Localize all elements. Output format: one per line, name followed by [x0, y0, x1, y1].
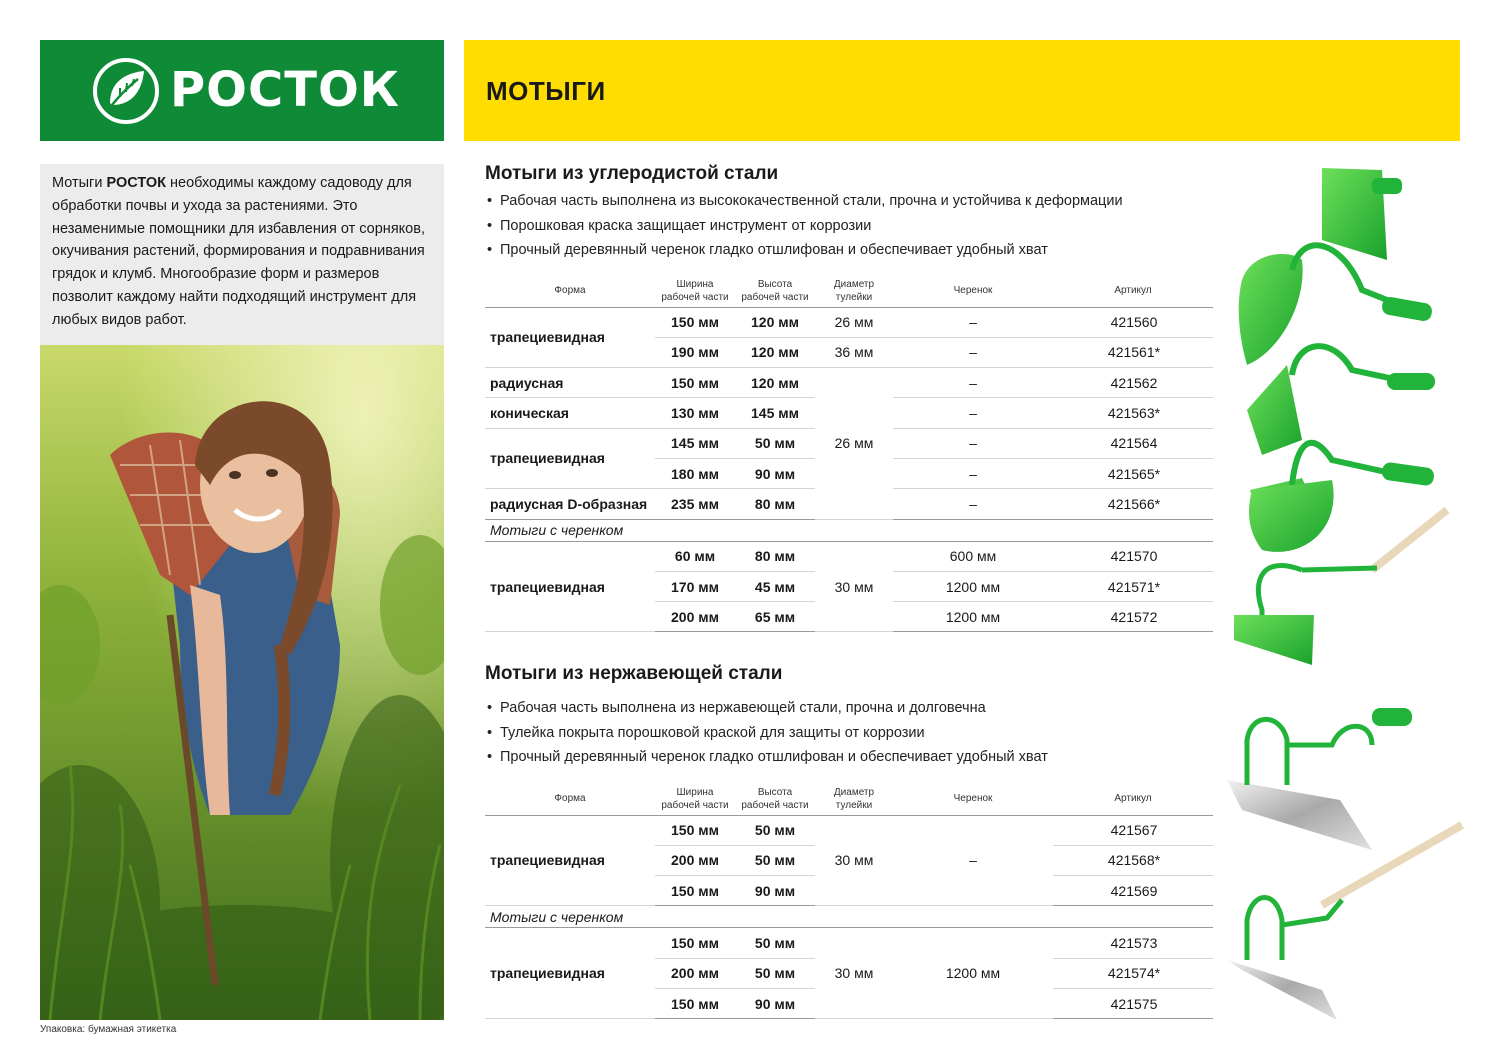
- handle-cell: –: [893, 307, 1053, 337]
- height-cell: 90 мм: [735, 458, 815, 488]
- carbon-spec-table: [485, 275, 1213, 632]
- handle-cell: –: [893, 398, 1053, 428]
- height-cell: 50 мм: [735, 815, 815, 845]
- article-cell: 421560: [1053, 307, 1213, 337]
- shape-cell: трапециевидная: [485, 541, 655, 632]
- brand-name: РОСТОК: [170, 62, 400, 118]
- col-header-handle: Черенок: [893, 275, 1053, 307]
- d-shaped-hoe-icon: [1249, 480, 1334, 552]
- stainless-spec-table: [485, 783, 1213, 1019]
- shape-cell: трапециевидная: [485, 815, 655, 906]
- width-cell: 150 мм: [655, 988, 735, 1018]
- diameter-cell: 30 мм: [815, 541, 893, 632]
- height-cell: 120 мм: [735, 337, 815, 367]
- intro-body: необходимы каждому садоводу для обработки почвы и ухода за растениями. Это незаменимые помощники для избавления от сорняков, окучивания растений, формирования и подравнивания грядок и клумб. Многообразие форм и размеров позволит каждому найти подходящий инструмент для любых видов работ.: [52, 175, 425, 328]
- width-cell: 150 мм: [655, 928, 735, 958]
- col-header-diameter: Диаметр тулейки: [815, 783, 893, 815]
- article-cell: 421571*: [1053, 571, 1213, 601]
- height-cell: 90 мм: [735, 988, 815, 1018]
- diameter-cell: 26 мм: [815, 368, 893, 519]
- handle-cell: –: [893, 368, 1053, 398]
- hoe-illustrations: [1222, 160, 1472, 1030]
- header-bar: [464, 40, 1460, 141]
- table-header-row: [485, 783, 1213, 815]
- shape-cell: трапециевидная: [485, 428, 655, 489]
- article-cell: 421562: [1053, 368, 1213, 398]
- handle-cell: 1200 мм: [893, 571, 1053, 601]
- height-cell: 50 мм: [735, 958, 815, 988]
- article-cell: 421566*: [1053, 489, 1213, 519]
- carbon-section-title: Мотыги из углеродистой стали: [485, 163, 779, 184]
- handle-cell: –: [893, 458, 1053, 488]
- bullet-item: • Прочный деревянный черенок гладко отшлифован и обеспечивает удобный хват: [485, 238, 1123, 263]
- col-header-height: Высота рабочей части: [735, 275, 815, 307]
- handle-cell: 1200 мм: [893, 928, 1053, 1019]
- table-header-row: [485, 275, 1213, 307]
- article-cell: 421568*: [1053, 845, 1213, 875]
- col-header-diameter: Диаметр тулейки: [815, 275, 893, 307]
- handle-cell: 600 мм: [893, 541, 1053, 571]
- table-row: [485, 307, 1213, 337]
- bullet-item: • Рабочая часть выполнена из нержавеющей стали, прочна и долговечна: [485, 696, 1048, 721]
- intro-text: [40, 164, 444, 345]
- width-cell: 200 мм: [655, 958, 735, 988]
- article-cell: 421572: [1053, 602, 1213, 632]
- height-cell: 80 мм: [735, 489, 815, 519]
- article-cell: 421563*: [1053, 398, 1213, 428]
- width-cell: 150 мм: [655, 368, 735, 398]
- stainless-long-handle-hoe-icon: [1227, 825, 1462, 1020]
- stainless-hoe-icon: [1227, 708, 1412, 850]
- height-cell: 50 мм: [735, 845, 815, 875]
- bullet-item: • Рабочая часть выполнена из высококачественной стали, прочна и устойчива к деформации: [485, 189, 1123, 214]
- width-cell: 150 мм: [655, 307, 735, 337]
- handle-cell: 1200 мм: [893, 602, 1053, 632]
- col-header-width: Ширина рабочей части: [655, 783, 735, 815]
- width-cell: 200 мм: [655, 845, 735, 875]
- carbon-bullets: [485, 189, 1123, 263]
- with-handle-subheading: Мотыги с черенком: [485, 906, 1213, 928]
- width-cell: 150 мм: [655, 876, 735, 906]
- article-cell: 421561*: [1053, 337, 1213, 367]
- table-row: [485, 541, 1213, 571]
- gardener-photo: [40, 345, 444, 1020]
- col-header-shape: Форма: [485, 783, 655, 815]
- subheading-row: [485, 906, 1213, 928]
- width-cell: 180 мм: [655, 458, 735, 488]
- shape-cell: трапециевидная: [485, 307, 655, 368]
- width-cell: 150 мм: [655, 815, 735, 845]
- shape-cell: коническая: [485, 398, 655, 428]
- article-cell: 421574*: [1053, 958, 1213, 988]
- height-cell: 65 мм: [735, 602, 815, 632]
- shape-cell: радиусная: [485, 368, 655, 398]
- col-header-height: Высота рабочей части: [735, 783, 815, 815]
- intro-lead: Мотыги: [52, 175, 107, 191]
- diameter-cell: 36 мм: [815, 337, 893, 367]
- table-row: [485, 815, 1213, 845]
- width-cell: 130 мм: [655, 398, 735, 428]
- article-cell: 421573: [1053, 928, 1213, 958]
- height-cell: 50 мм: [735, 928, 815, 958]
- page-title: МОТЫГИ: [486, 76, 606, 106]
- diameter-cell: 26 мм: [815, 307, 893, 337]
- diameter-cell: 30 мм: [815, 815, 893, 906]
- width-cell: 145 мм: [655, 428, 735, 458]
- brand-logo-block: [40, 40, 444, 141]
- handle-cell: –: [893, 337, 1053, 367]
- height-cell: 120 мм: [735, 368, 815, 398]
- article-cell: 421567: [1053, 815, 1213, 845]
- col-header-shape: Форма: [485, 275, 655, 307]
- article-cell: 421570: [1053, 541, 1213, 571]
- shape-cell: трапециевидная: [485, 928, 655, 1019]
- shape-cell: радиусная D-образная: [485, 489, 655, 519]
- height-cell: 145 мм: [735, 398, 815, 428]
- width-cell: 170 мм: [655, 571, 735, 601]
- col-header-width: Ширина рабочей части: [655, 275, 735, 307]
- with-handle-subheading: Мотыги с черенком: [485, 519, 1213, 541]
- col-header-handle: Черенок: [893, 783, 1053, 815]
- height-cell: 90 мм: [735, 876, 815, 906]
- article-cell: 421575: [1053, 988, 1213, 1018]
- article-cell: 421569: [1053, 876, 1213, 906]
- width-cell: 235 мм: [655, 489, 735, 519]
- radius-hoe-icon: [1239, 245, 1433, 365]
- width-cell: 60 мм: [655, 541, 735, 571]
- col-header-article: Артикул: [1053, 783, 1213, 815]
- height-cell: 80 мм: [735, 541, 815, 571]
- bullet-item: • Тулейка покрыта порошковой краской для защиты от коррозии: [485, 721, 1048, 746]
- packaging-footnote: Упаковка: бумажная этикетка: [40, 1024, 177, 1035]
- table-row: [485, 368, 1213, 398]
- article-cell: 421565*: [1053, 458, 1213, 488]
- stainless-bullets: [485, 696, 1048, 770]
- width-cell: 190 мм: [655, 337, 735, 367]
- height-cell: 45 мм: [735, 571, 815, 601]
- subheading-row: [485, 519, 1213, 541]
- width-cell: 200 мм: [655, 602, 735, 632]
- bullet-item: • Прочный деревянный черенок гладко отшлифован и обеспечивает удобный хват: [485, 745, 1048, 770]
- stainless-section-title: Мотыги из нержавеющей стали: [485, 663, 783, 684]
- handle-cell: –: [893, 815, 1053, 906]
- diameter-cell: 30 мм: [815, 928, 893, 1019]
- handle-cell: –: [893, 428, 1053, 458]
- col-header-article: Артикул: [1053, 275, 1213, 307]
- height-cell: 50 мм: [735, 428, 815, 458]
- trapezoid-hoe-icon: [1322, 168, 1402, 260]
- table-row: [485, 928, 1213, 958]
- bullet-item: • Порошковая краска защищает инструмент от коррозии: [485, 214, 1123, 239]
- handle-cell: –: [893, 489, 1053, 519]
- height-cell: 120 мм: [735, 307, 815, 337]
- conical-hoe-icon: [1247, 346, 1435, 455]
- intro-brand: РОСТОК: [106, 175, 166, 191]
- article-cell: 421564: [1053, 428, 1213, 458]
- leaf-logo-icon: [92, 57, 160, 125]
